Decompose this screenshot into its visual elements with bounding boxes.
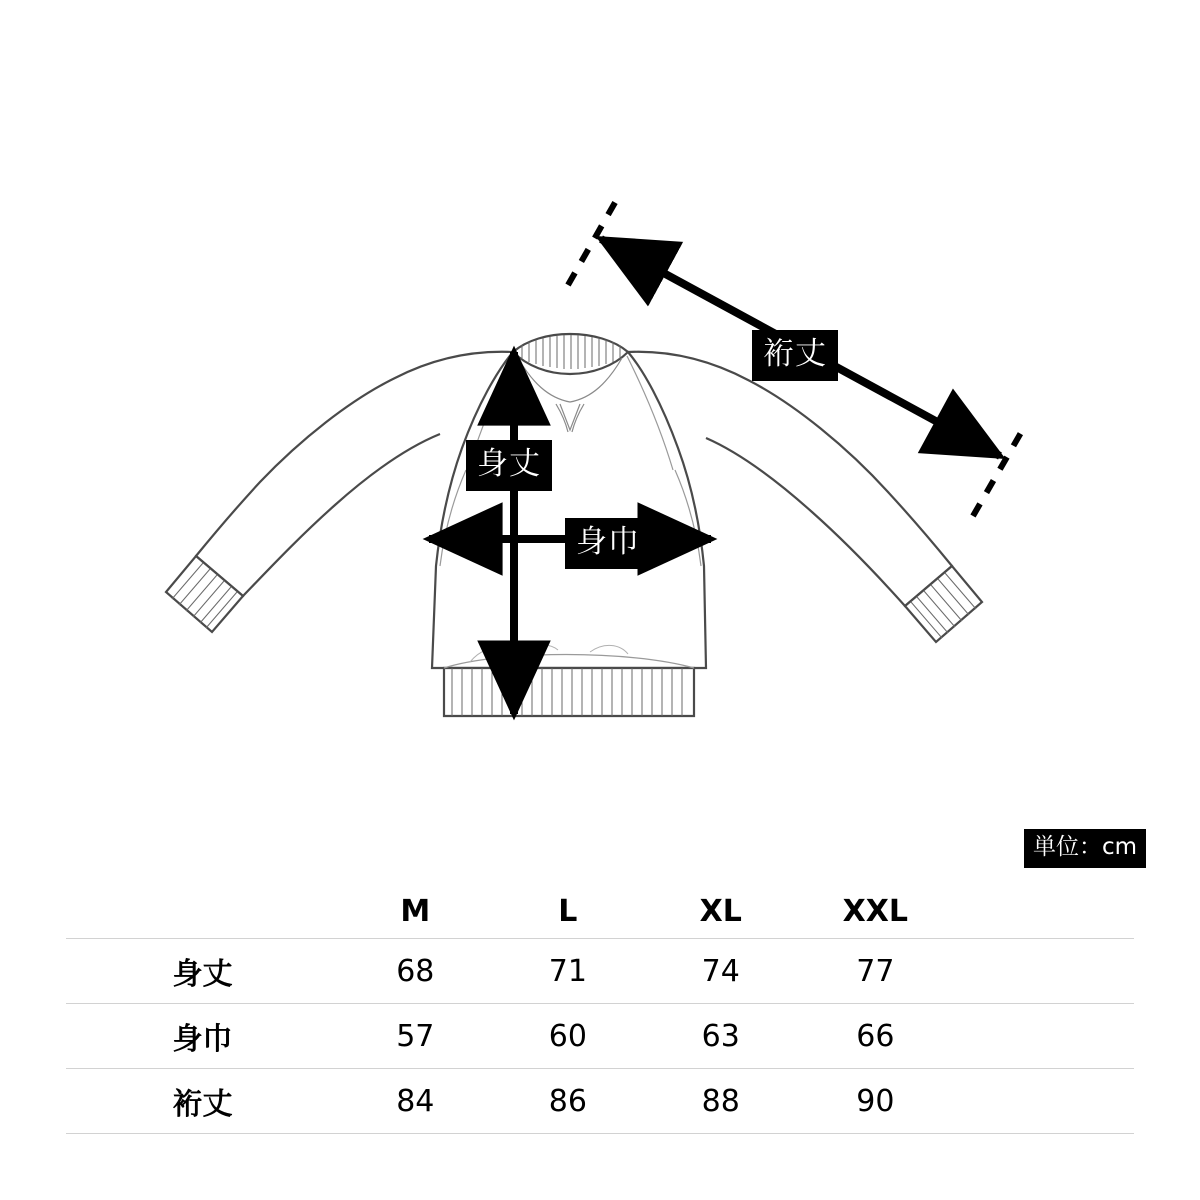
size-chart-table [66,884,1134,1134]
header-blank [66,884,339,939]
cell-body-width-m: 57 [396,1018,435,1054]
label-sleeve-length: 裄丈 [752,330,838,381]
cell-spacer [953,1004,1134,1069]
cell-sleeve-length-m: 84 [396,1083,435,1119]
header-spacer [953,884,1134,939]
cell-body-width-l: 60 [548,1018,587,1054]
cell-sleeve-length-xl: 88 [701,1083,740,1119]
table-header-row [66,884,1134,939]
table-row [66,1004,1134,1069]
row-label-sleeve-length: 裄丈 [172,1087,233,1122]
cell-body-length-l: 71 [548,953,587,989]
header-size-xl: XL [699,893,742,929]
header-size-m: M [400,893,431,929]
row-label-body-width: 身巾 [172,1022,233,1057]
cell-sleeve-length-xxl: 90 [856,1083,895,1119]
table-row [66,939,1134,1004]
table-row [66,1069,1134,1134]
unit-badge: 単位：cm [1024,829,1146,868]
cell-spacer [953,939,1134,1004]
row-label-body-length: 身丈 [172,957,233,992]
cell-sleeve-length-l: 86 [548,1083,587,1119]
garment-outline [196,334,952,668]
header-size-l: L [558,893,578,929]
label-body-width: 身巾 [565,518,651,569]
cell-body-width-xxl: 66 [856,1018,895,1054]
cell-spacer [953,1069,1134,1134]
cell-body-length-xxl: 77 [856,953,895,989]
cell-body-length-xl: 74 [701,953,740,989]
cell-body-length-m: 68 [396,953,435,989]
label-body-length: 身丈 [466,440,552,491]
header-size-xxl: XXL [842,893,909,929]
cell-body-width-xl: 63 [701,1018,740,1054]
